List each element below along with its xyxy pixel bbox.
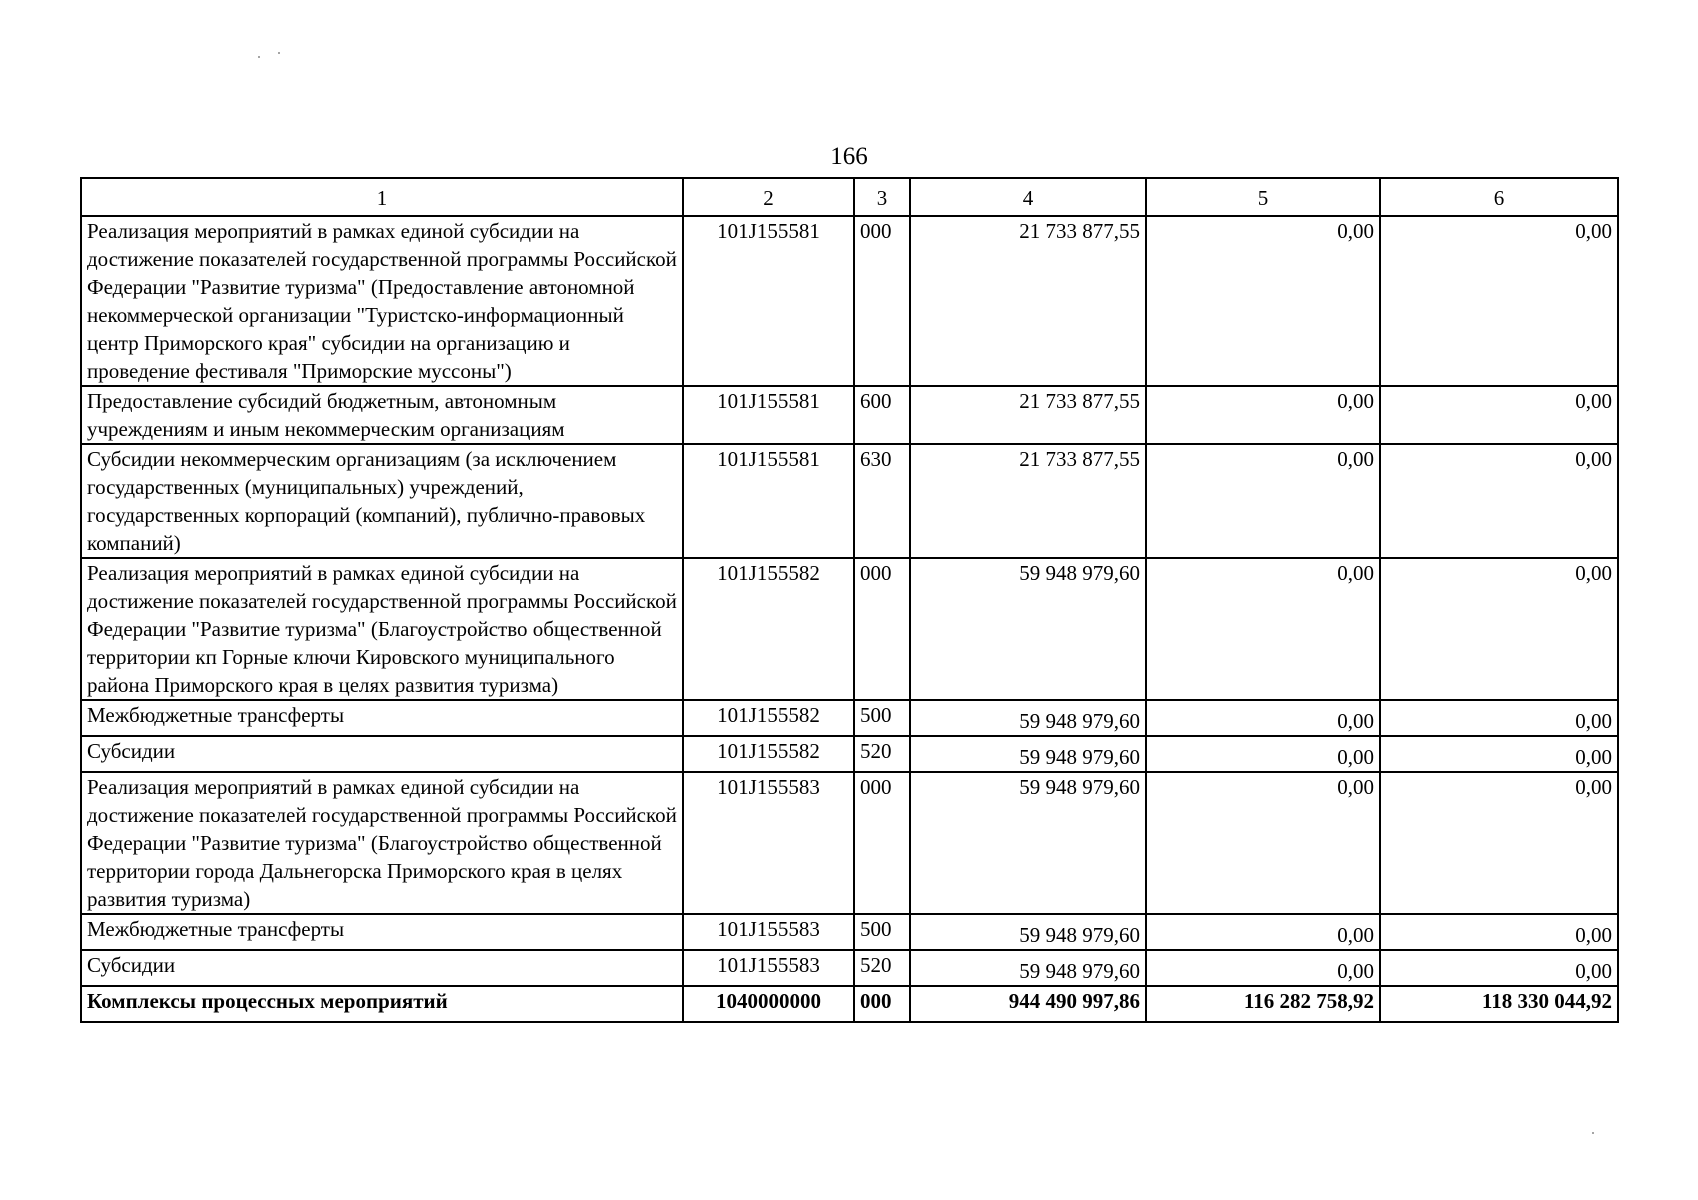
table-row (81, 558, 1618, 700)
column-header-2: 2 (683, 178, 854, 216)
row-value-4: 21 733 877,55 (910, 444, 1146, 558)
page-number: 166 (830, 143, 868, 170)
row-value-6: 0,00 (1380, 216, 1618, 386)
row-name: Субсидии (81, 736, 683, 772)
row-name: Предоставление субсидий бюджетным, автономным учреждениям и иным некоммерческим организациям (81, 386, 683, 444)
table-header-row (81, 178, 1618, 216)
row-value-4: 21 733 877,55 (910, 386, 1146, 444)
row-code: 101J155581 (683, 386, 854, 444)
column-header-4: 4 (910, 178, 1146, 216)
table-row (81, 386, 1618, 444)
row-value-5: 0,00 (1146, 736, 1380, 772)
budget-table (80, 177, 1619, 1023)
column-header-1: 1 (81, 178, 683, 216)
row-value-4: 21 733 877,55 (910, 216, 1146, 386)
row-value-5: 0,00 (1146, 772, 1380, 914)
row-name: Субсидии (81, 950, 683, 986)
row-value-4: 59 948 979,60 (910, 914, 1146, 950)
column-header-6: 6 (1380, 178, 1618, 216)
row-kind: 000 (854, 216, 910, 386)
row-code: 1040000000 (683, 986, 854, 1022)
row-value-4: 59 948 979,60 (910, 700, 1146, 736)
row-kind: 000 (854, 772, 910, 914)
row-value-6: 0,00 (1380, 914, 1618, 950)
table-row (81, 444, 1618, 558)
row-code: 101J155582 (683, 700, 854, 736)
row-kind: 500 (854, 700, 910, 736)
scan-speck (278, 52, 280, 54)
scan-speck (1592, 1132, 1594, 1134)
row-value-4: 59 948 979,60 (910, 736, 1146, 772)
row-value-6: 0,00 (1380, 558, 1618, 700)
row-kind: 000 (854, 558, 910, 700)
row-value-6: 0,00 (1380, 772, 1618, 914)
row-value-5: 0,00 (1146, 386, 1380, 444)
row-code: 101J155582 (683, 558, 854, 700)
row-name: Субсидии некоммерческим организациям (за исключением государственных (муниципальных) учреждений, государственных корпораций (компаний), публично-правовых компаний) (81, 444, 683, 558)
row-value-5: 0,00 (1146, 444, 1380, 558)
row-code: 101J155583 (683, 772, 854, 914)
row-value-5: 116 282 758,92 (1146, 986, 1380, 1022)
row-code: 101J155581 (683, 216, 854, 386)
row-value-4: 59 948 979,60 (910, 558, 1146, 700)
table-row (81, 950, 1618, 986)
row-name: Комплексы процессных мероприятий (81, 986, 683, 1022)
column-header-5: 5 (1146, 178, 1380, 216)
row-value-6: 0,00 (1380, 700, 1618, 736)
table-row (81, 700, 1618, 736)
row-value-4: 59 948 979,60 (910, 950, 1146, 986)
scan-speck (258, 56, 260, 58)
row-kind: 500 (854, 914, 910, 950)
row-name: Межбюджетные трансферты (81, 914, 683, 950)
row-value-5: 0,00 (1146, 558, 1380, 700)
row-code: 101J155583 (683, 914, 854, 950)
row-value-4: 944 490 997,86 (910, 986, 1146, 1022)
row-value-5: 0,00 (1146, 914, 1380, 950)
table-row (81, 736, 1618, 772)
row-value-6: 0,00 (1380, 386, 1618, 444)
row-kind: 600 (854, 386, 910, 444)
row-kind: 520 (854, 950, 910, 986)
table-row (81, 216, 1618, 386)
row-name: Реализация мероприятий в рамках единой субсидии на достижение показателей государственной программы Российской Федерации "Развитие туризма" (Благоустройство общественной территории города Дальнегорска Приморского края в целях развития туризма) (81, 772, 683, 914)
row-value-5: 0,00 (1146, 216, 1380, 386)
table-row (81, 914, 1618, 950)
row-value-5: 0,00 (1146, 950, 1380, 986)
table-row (81, 772, 1618, 914)
row-code: 101J155582 (683, 736, 854, 772)
row-value-6: 118 330 044,92 (1380, 986, 1618, 1022)
row-value-5: 0,00 (1146, 700, 1380, 736)
row-value-4: 59 948 979,60 (910, 772, 1146, 914)
table-row-total (81, 986, 1618, 1022)
row-value-6: 0,00 (1380, 736, 1618, 772)
row-name: Реализация мероприятий в рамках единой субсидии на достижение показателей государственной программы Российской Федерации "Развитие туризма" (Благоустройство общественной территории кп Горные ключи Кировского муниципального района Приморского края в целях развития туризма) (81, 558, 683, 700)
row-name: Реализация мероприятий в рамках единой субсидии на достижение показателей государственной программы Российской Федерации "Развитие туризма" (Предоставление автономной некоммерческой организации "Туристско-информационный центр Приморского края" субсидии на организацию и проведение фестиваля "Приморские муссоны") (81, 216, 683, 386)
column-header-3: 3 (854, 178, 910, 216)
row-kind: 520 (854, 736, 910, 772)
row-value-6: 0,00 (1380, 950, 1618, 986)
row-code: 101J155581 (683, 444, 854, 558)
row-code: 101J155583 (683, 950, 854, 986)
row-kind: 000 (854, 986, 910, 1022)
row-name: Межбюджетные трансферты (81, 700, 683, 736)
row-kind: 630 (854, 444, 910, 558)
row-value-6: 0,00 (1380, 444, 1618, 558)
